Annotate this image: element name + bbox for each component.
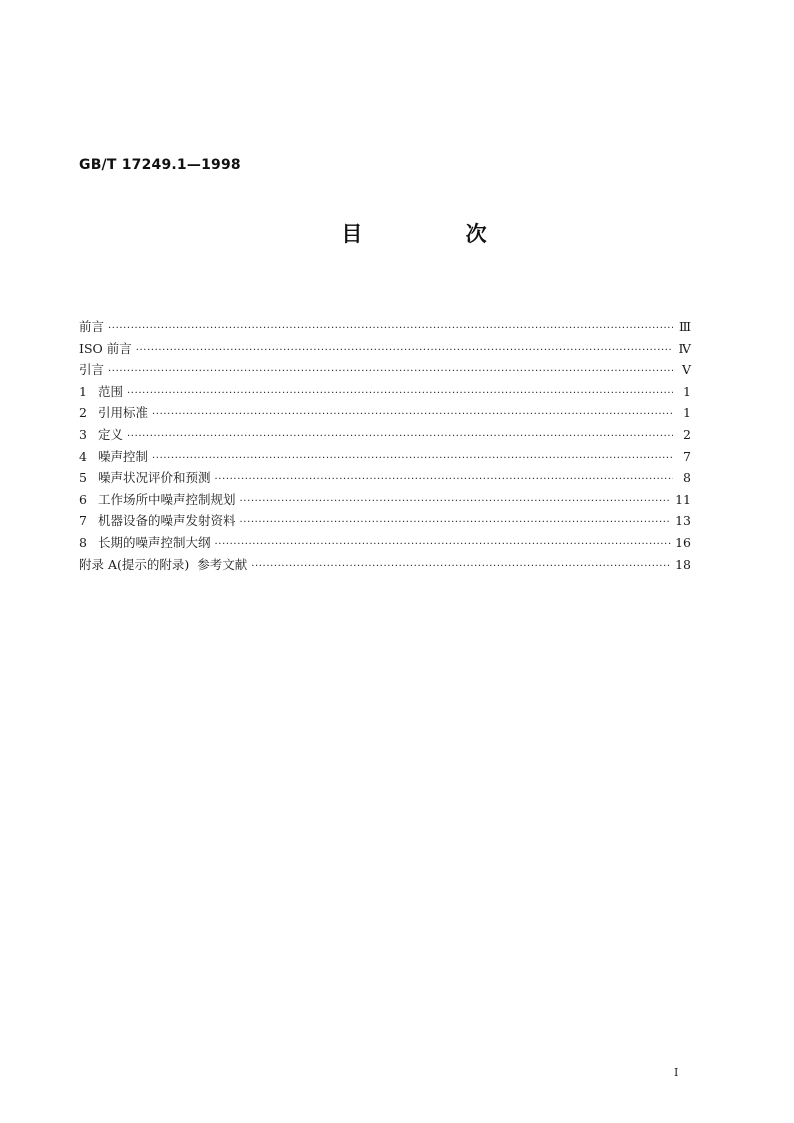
- standard-code: GB/T 17249.1—1998: [79, 157, 241, 173]
- toc-leader-dots: [240, 491, 672, 513]
- toc-entry-number: 2: [79, 405, 87, 421]
- toc-entry-number: 4: [79, 448, 87, 464]
- toc-entry-page: 1: [683, 405, 691, 421]
- toc-entry-label: 范围: [98, 383, 124, 399]
- toc-entry-label: 噪声控制: [98, 448, 149, 464]
- toc-entry-number: 7: [79, 513, 87, 529]
- toc-leader-dots: [215, 534, 672, 556]
- toc-leader-dots: [152, 448, 673, 470]
- toc-entry-section-3[interactable]: [79, 424, 691, 446]
- toc-entry-page: 7: [683, 448, 691, 464]
- toc-leader-dots: [240, 512, 672, 534]
- toc-leader-dots: [108, 318, 673, 340]
- toc-entry-label: 机器设备的噪声发射资料: [98, 513, 236, 529]
- toc-entry-page: 16: [675, 534, 691, 550]
- toc-entry-page: 2: [683, 426, 691, 442]
- toc-entry-label: ISO 前言: [79, 340, 132, 356]
- toc-leader-dots: [251, 556, 671, 578]
- page-number: I: [674, 1066, 679, 1079]
- toc-entry-section-8[interactable]: [79, 532, 691, 554]
- toc-entry-section-7[interactable]: [79, 510, 691, 532]
- toc-entry-preface[interactable]: [79, 316, 691, 338]
- toc-entry-introduction[interactable]: [79, 359, 691, 381]
- toc-entry-label: 定义: [98, 426, 124, 442]
- toc-entry-page: 18: [675, 556, 691, 572]
- toc-entry-number: 8: [79, 534, 87, 550]
- toc-entry-number: 3: [79, 426, 87, 442]
- toc-leader-dots: [152, 404, 673, 426]
- toc-entry-section-4[interactable]: [79, 446, 691, 468]
- toc-entry-section-6[interactable]: [79, 489, 691, 511]
- toc-entry-page: 13: [675, 513, 691, 529]
- toc-leader-dots: [108, 361, 673, 383]
- toc-leader-dots: [127, 426, 673, 448]
- toc-entry-section-5[interactable]: [79, 467, 691, 489]
- toc-leader-dots: [215, 469, 673, 491]
- toc-entry-page: Ⅲ: [678, 319, 691, 334]
- toc-entry-appendix-a[interactable]: [79, 554, 691, 576]
- toc-entry-iso-preface[interactable]: [79, 338, 691, 360]
- toc-entry-number: 6: [79, 491, 87, 507]
- toc-title: 目 次: [341, 222, 535, 246]
- toc-entry-label: 工作场所中噪声控制规划: [98, 491, 236, 507]
- toc-entry-page: 8: [683, 470, 691, 486]
- toc-entry-page: 11: [675, 491, 691, 507]
- toc-entry-number: 5: [79, 470, 87, 486]
- toc-entry-page: 1: [683, 383, 691, 399]
- toc-entry-label: 引用标准: [98, 405, 149, 421]
- toc-leader-dots: [127, 383, 673, 405]
- table-of-contents: [79, 316, 691, 575]
- toc-entry-label: 引言: [79, 362, 105, 378]
- toc-entry-label: 长期的噪声控制大纲: [98, 534, 211, 550]
- toc-entry-page: Ⅳ: [678, 340, 691, 356]
- toc-entry-section-2[interactable]: [79, 402, 691, 424]
- toc-entry-number: 1: [79, 383, 87, 399]
- toc-entry-label: 前言: [79, 319, 105, 334]
- toc-leader-dots: [136, 340, 673, 362]
- toc-entry-label: 附录 A(提示的附录) 参考文献: [79, 556, 248, 572]
- toc-entry-section-1[interactable]: [79, 381, 691, 403]
- toc-entry-label: 噪声状况评价和预测: [98, 470, 211, 486]
- toc-entry-page: Ⅴ: [681, 362, 691, 378]
